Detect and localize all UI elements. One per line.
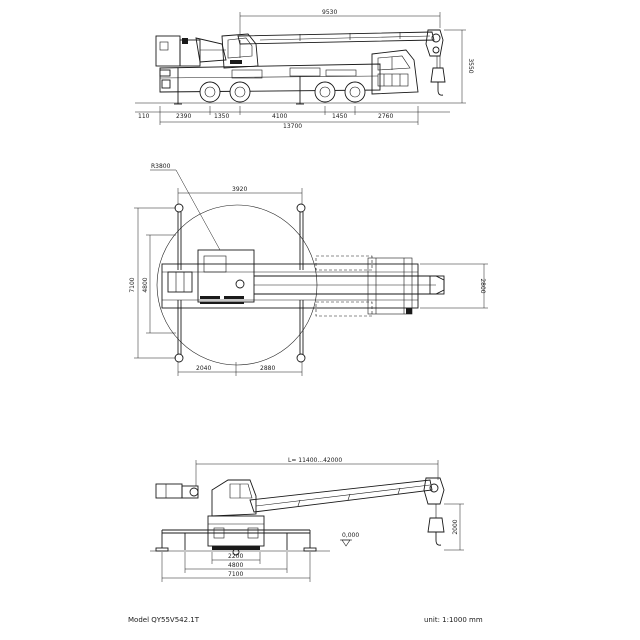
top-boom xyxy=(254,276,444,294)
ground-level-label: 0,000 xyxy=(342,532,360,539)
dim-rear-widths xyxy=(162,552,310,582)
dim-label-hook-height: 2000 xyxy=(452,519,459,535)
dim-label-seg-4: 1450 xyxy=(332,113,348,120)
dim-label-swing-radius: R3800 xyxy=(151,163,171,170)
dim-label-rear-spread: 2880 xyxy=(260,365,276,372)
dim-label-boom-overhang: 3920 xyxy=(232,186,248,193)
dim-boom-overhang xyxy=(178,186,302,204)
side-driver-cab xyxy=(372,50,418,94)
ground-level-marker xyxy=(340,532,359,546)
dim-hook-height xyxy=(444,504,464,550)
dim-label-span-long: 7100 xyxy=(129,277,136,293)
dim-label-seg-2: 1350 xyxy=(214,113,230,120)
top-chassis xyxy=(162,256,418,316)
dim-label-front-overhang: 110 xyxy=(138,113,150,120)
dim-label-boom-length: L= 11400...42000 xyxy=(288,457,343,464)
dim-outrigger-spans xyxy=(129,208,176,358)
dim-label-body-width: 2800 xyxy=(479,278,486,294)
dim-axle-spacing xyxy=(135,106,450,130)
rear-operator-cab xyxy=(212,480,256,516)
dim-label-overall-length: 13700 xyxy=(283,123,303,130)
dim-overall-reach xyxy=(240,9,440,34)
side-view xyxy=(135,9,474,130)
dim-label-height: 3550 xyxy=(467,58,474,74)
rear-view xyxy=(150,457,464,582)
unit-label: unit: 1:1000 mm xyxy=(424,616,483,624)
dim-height xyxy=(444,30,474,103)
rear-chassis xyxy=(156,516,316,555)
model-label: Model QY55V542.1T xyxy=(128,616,200,624)
side-wheels xyxy=(200,82,365,102)
dim-label-track: 2200 xyxy=(228,553,244,560)
dim-label-overall-reach: 9530 xyxy=(322,9,338,16)
dim-label-seg-1: 2390 xyxy=(176,113,192,120)
dim-swing-radius xyxy=(150,163,220,250)
rear-counterweight xyxy=(156,484,198,498)
side-counterweight xyxy=(156,36,226,66)
dim-label-span-short: 4800 xyxy=(142,277,149,293)
dim-label-seg-3: 4100 xyxy=(272,113,288,120)
side-operator-cab xyxy=(222,34,258,68)
top-outriggers xyxy=(175,204,305,362)
dim-label-rear-span-long: 7100 xyxy=(228,571,244,578)
dim-boom-length xyxy=(196,457,438,486)
dim-label-seg-5: 2760 xyxy=(378,113,394,120)
dim-label-rear-span-short: 4800 xyxy=(228,562,244,569)
drawing-footer xyxy=(128,616,483,624)
dim-spreads xyxy=(178,362,302,376)
top-view xyxy=(129,163,488,376)
dim-label-front-spread: 2040 xyxy=(196,365,212,372)
